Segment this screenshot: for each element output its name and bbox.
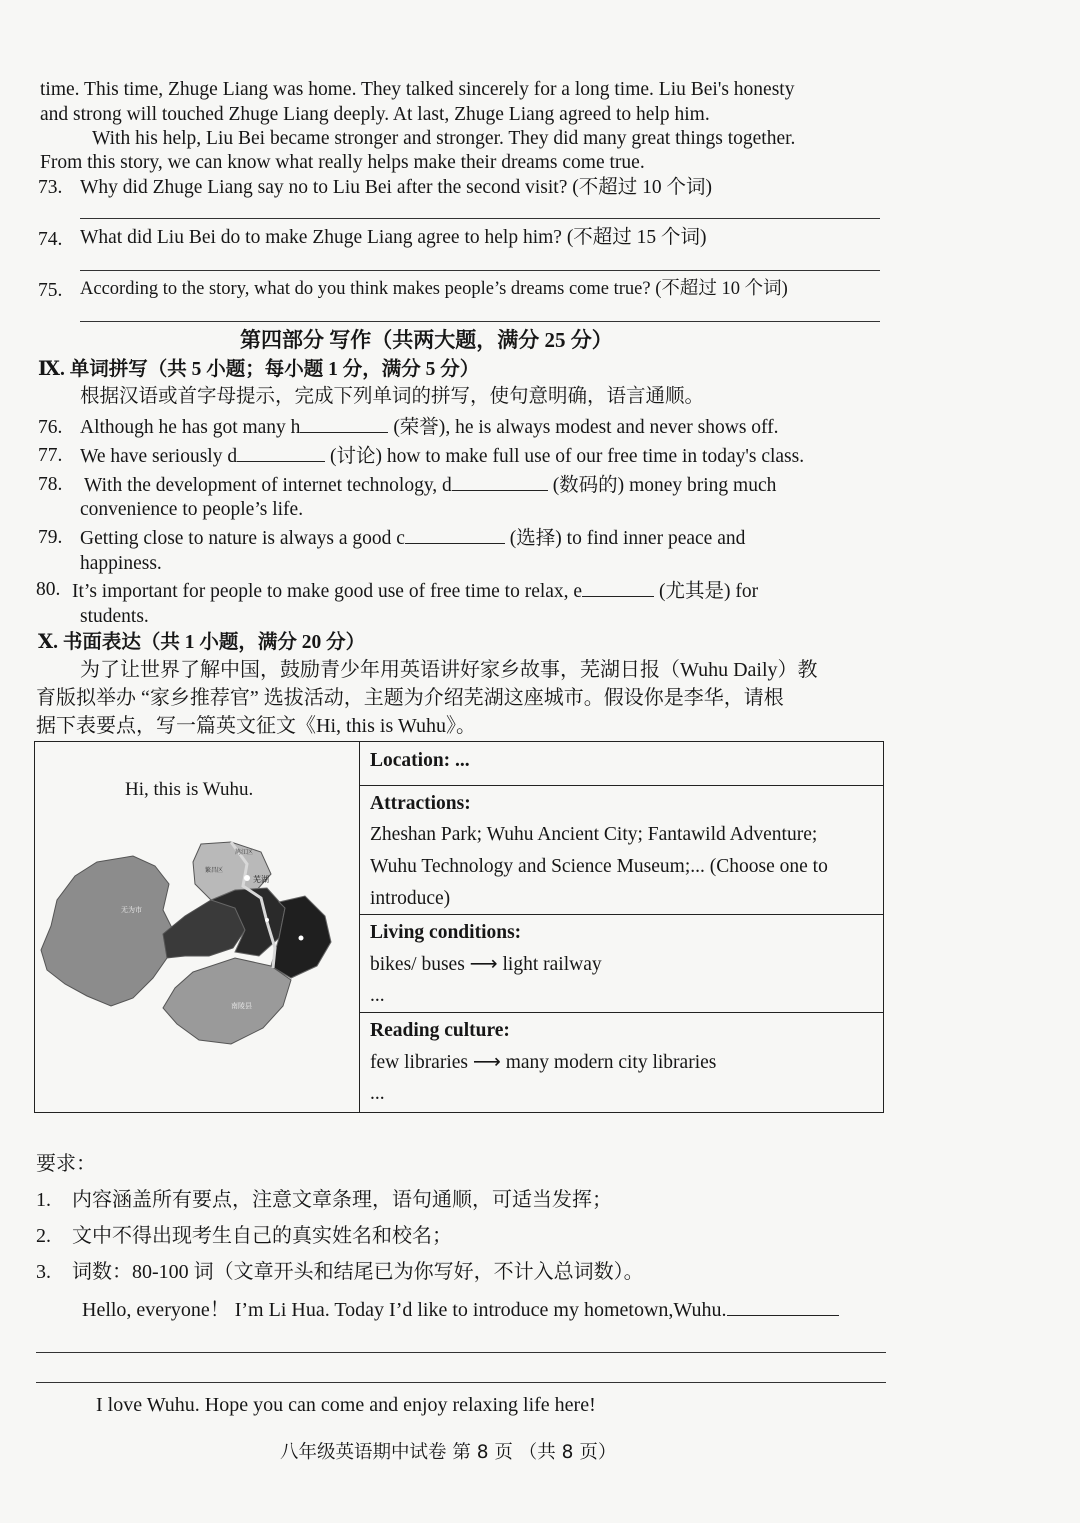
wuhu-map-image: [35, 838, 357, 1058]
q75-text: According to the story, what do you think makes people’s dreams come true? (不超过 10 个词): [80, 279, 788, 299]
section9-title: Ⅸ. 单词拼写（共 5 小题；每小题 1 分，满分 5 分）: [38, 359, 480, 380]
q80-line: [72, 578, 758, 604]
q80-continuation: students.: [80, 606, 149, 627]
q78-continuation: convenience to people’s life.: [80, 499, 304, 520]
passage-line-3: With his help, Liu Bei became stronger and stronger. They did many great things together.: [92, 128, 796, 149]
q73-number: 73.: [38, 177, 63, 198]
living-change: [370, 948, 602, 981]
q75-number: 75.: [38, 280, 63, 301]
reading-to: many modern city libraries: [505, 1052, 717, 1073]
map-marker-central: [265, 918, 269, 922]
passage-line-2: and strong will touched Zhuge Liang deeply. At last, Zhuge Liang agreed to help him.: [40, 104, 710, 125]
attractions-line-2: Wuhu Technology and Science Museum;... (Choose one to: [370, 856, 828, 877]
q77-before: We have seriously d: [80, 446, 238, 467]
essay-writing-line-0[interactable]: [727, 1297, 839, 1316]
map-label-fanchang: 繁昌区: [205, 867, 224, 874]
q79-blank[interactable]: [405, 525, 505, 544]
q80-number: 80.: [36, 579, 61, 600]
essay-closing: I love Wuhu. Hope you can come and enjoy relaxing life here!: [96, 1394, 596, 1416]
q78-hint: (数码的): [552, 475, 625, 496]
q80-after: for: [735, 581, 759, 602]
section10-line-1: 为了让世界了解中国，鼓励青少年用英语讲好家乡故事，芜湖日报（Wuhu Daily）教: [80, 659, 818, 681]
q80-hint: (尤其是): [658, 581, 731, 602]
q79-before: Getting close to nature is always a good c: [80, 528, 405, 549]
q77-line: [80, 443, 804, 469]
page-footer: 八年级英语期中试卷 第 8 页 （共 8 页）: [280, 1442, 617, 1463]
q77-blank[interactable]: [237, 443, 325, 462]
reading-change: [370, 1046, 716, 1079]
req2-text: 文中不得出现考生自己的真实姓名和校名；: [72, 1225, 452, 1247]
q78-after: money bring much: [629, 475, 777, 496]
q79-continuation: happiness.: [80, 553, 162, 574]
q80-before: It’s important for people to make good use of free time to relax, e: [72, 581, 583, 602]
essay-opening-text: Hello, everyone！ I’m Li Hua. Today I’d like to introduce my hometown,Wuhu.: [82, 1299, 727, 1321]
essay-writing-line-2[interactable]: [36, 1382, 886, 1383]
req1-number: 1.: [36, 1189, 51, 1211]
q78-before: With the development of internet technology, d: [84, 475, 452, 496]
map-label-nanling: 南陵县: [231, 1002, 252, 1010]
q73-answer-line[interactable]: [80, 218, 880, 219]
q76-after: , he is always modest and never shows off.: [445, 417, 779, 438]
q73-text: Why did Zhuge Liang say no to Liu Bei after the second visit? (不超过 10 个词): [80, 177, 712, 198]
req3-text: 词数：80-100 词（文章开头和结尾已为你写好，不计入总词数）。: [72, 1261, 644, 1283]
map-region-wuwei: [41, 856, 175, 1006]
q79-line: [80, 525, 745, 551]
q76-hint: (荣誉): [393, 417, 446, 438]
q74-answer-line[interactable]: [80, 270, 880, 271]
reading-more: ...: [370, 1083, 385, 1104]
q78-blank[interactable]: [452, 472, 548, 491]
living-from: bikes/ buses: [370, 954, 465, 975]
q79-hint: (选择): [509, 528, 562, 549]
q76-blank[interactable]: [300, 414, 388, 433]
map-title: Hi, this is Wuhu.: [125, 779, 254, 800]
section10-line-2: 育版拟举办 “家乡推荐官” 选拔活动，主题为介绍芜湖这座城市。假设你是李华，请根: [36, 687, 784, 709]
location-label: Location:: [370, 750, 451, 771]
part4-title: 第四部分 写作（共两大题，满分 25 分）: [240, 328, 613, 352]
requirements-title: 要求：: [36, 1153, 96, 1175]
q75-answer-line[interactable]: [80, 321, 880, 322]
map-label-wuwei: 无为市: [121, 906, 142, 914]
passage-line-1: time. This time, Zhuge Liang was home. They talked sincerely for a long time. Liu Bei's honesty: [40, 79, 795, 100]
q76-number: 76.: [38, 417, 63, 438]
location-row: [370, 745, 470, 777]
q78-line: [84, 472, 776, 498]
req3-number: 3.: [36, 1261, 51, 1283]
q77-after: how to make full use of our free time in today's class.: [386, 446, 805, 467]
q76-before: Although he has got many h: [80, 417, 301, 438]
living-label: Living conditions:: [370, 922, 522, 943]
section9-instruction: 根据汉语或首字母提示，完成下列单词的拼写，使句意明确，语言通顺。: [80, 386, 705, 407]
reading-label: Reading culture:: [370, 1020, 510, 1041]
arrow-right-icon: ⟶: [469, 952, 498, 975]
table-divider-3: [359, 1012, 883, 1013]
section10-line-3: 据下表要点，写一篇英文征文《Hi, this is Wuhu》。: [36, 715, 476, 737]
essay-writing-line-1[interactable]: [36, 1352, 886, 1353]
map-marker-east: [299, 936, 304, 941]
q78-number: 78.: [38, 474, 63, 495]
q74-text: What did Liu Bei do to make Zhuge Liang agree to help him? (不超过 15 个词): [80, 227, 707, 248]
section10-title: Ⅹ. 书面表达（共 1 小题，满分 20 分）: [38, 632, 366, 653]
map-region-fanchang: [163, 900, 245, 958]
req2-number: 2.: [36, 1225, 51, 1247]
q76-line: [80, 414, 779, 440]
map-region-nanling: [163, 958, 291, 1044]
q79-after: to find inner peace and: [566, 528, 746, 549]
q77-hint: (讨论): [329, 446, 382, 467]
attractions-line-1: Zheshan Park; Wuhu Ancient City; Fantawild Adventure;: [370, 824, 818, 845]
writing-prompt-table: [34, 741, 884, 1113]
attractions-label: Attractions:: [370, 793, 471, 814]
map-label-wuhu: 芜湖: [253, 875, 269, 884]
attractions-line-3: introduce): [370, 888, 451, 909]
req1-text: 内容涵盖所有要点，注意文章条理，语句通顺，可适当发挥；: [72, 1189, 612, 1211]
q77-number: 77.: [38, 445, 63, 466]
q79-number: 79.: [38, 527, 63, 548]
q80-blank[interactable]: [582, 578, 654, 597]
map-marker-city: [244, 875, 250, 881]
q74-number: 74.: [38, 229, 63, 250]
location-value: ...: [455, 750, 470, 771]
passage-line-4: From this story, we can know what really helps make their dreams come true.: [40, 152, 645, 173]
arrow-right-icon: ⟶: [472, 1050, 501, 1073]
reading-from: few libraries: [370, 1052, 468, 1073]
map-label-jiujiang: 鸠江区: [235, 849, 254, 856]
living-to: light railway: [502, 954, 602, 975]
table-divider-1: [359, 785, 883, 786]
living-more: ...: [370, 985, 385, 1006]
essay-opening: [82, 1297, 839, 1322]
table-vertical-divider: [359, 742, 360, 1112]
